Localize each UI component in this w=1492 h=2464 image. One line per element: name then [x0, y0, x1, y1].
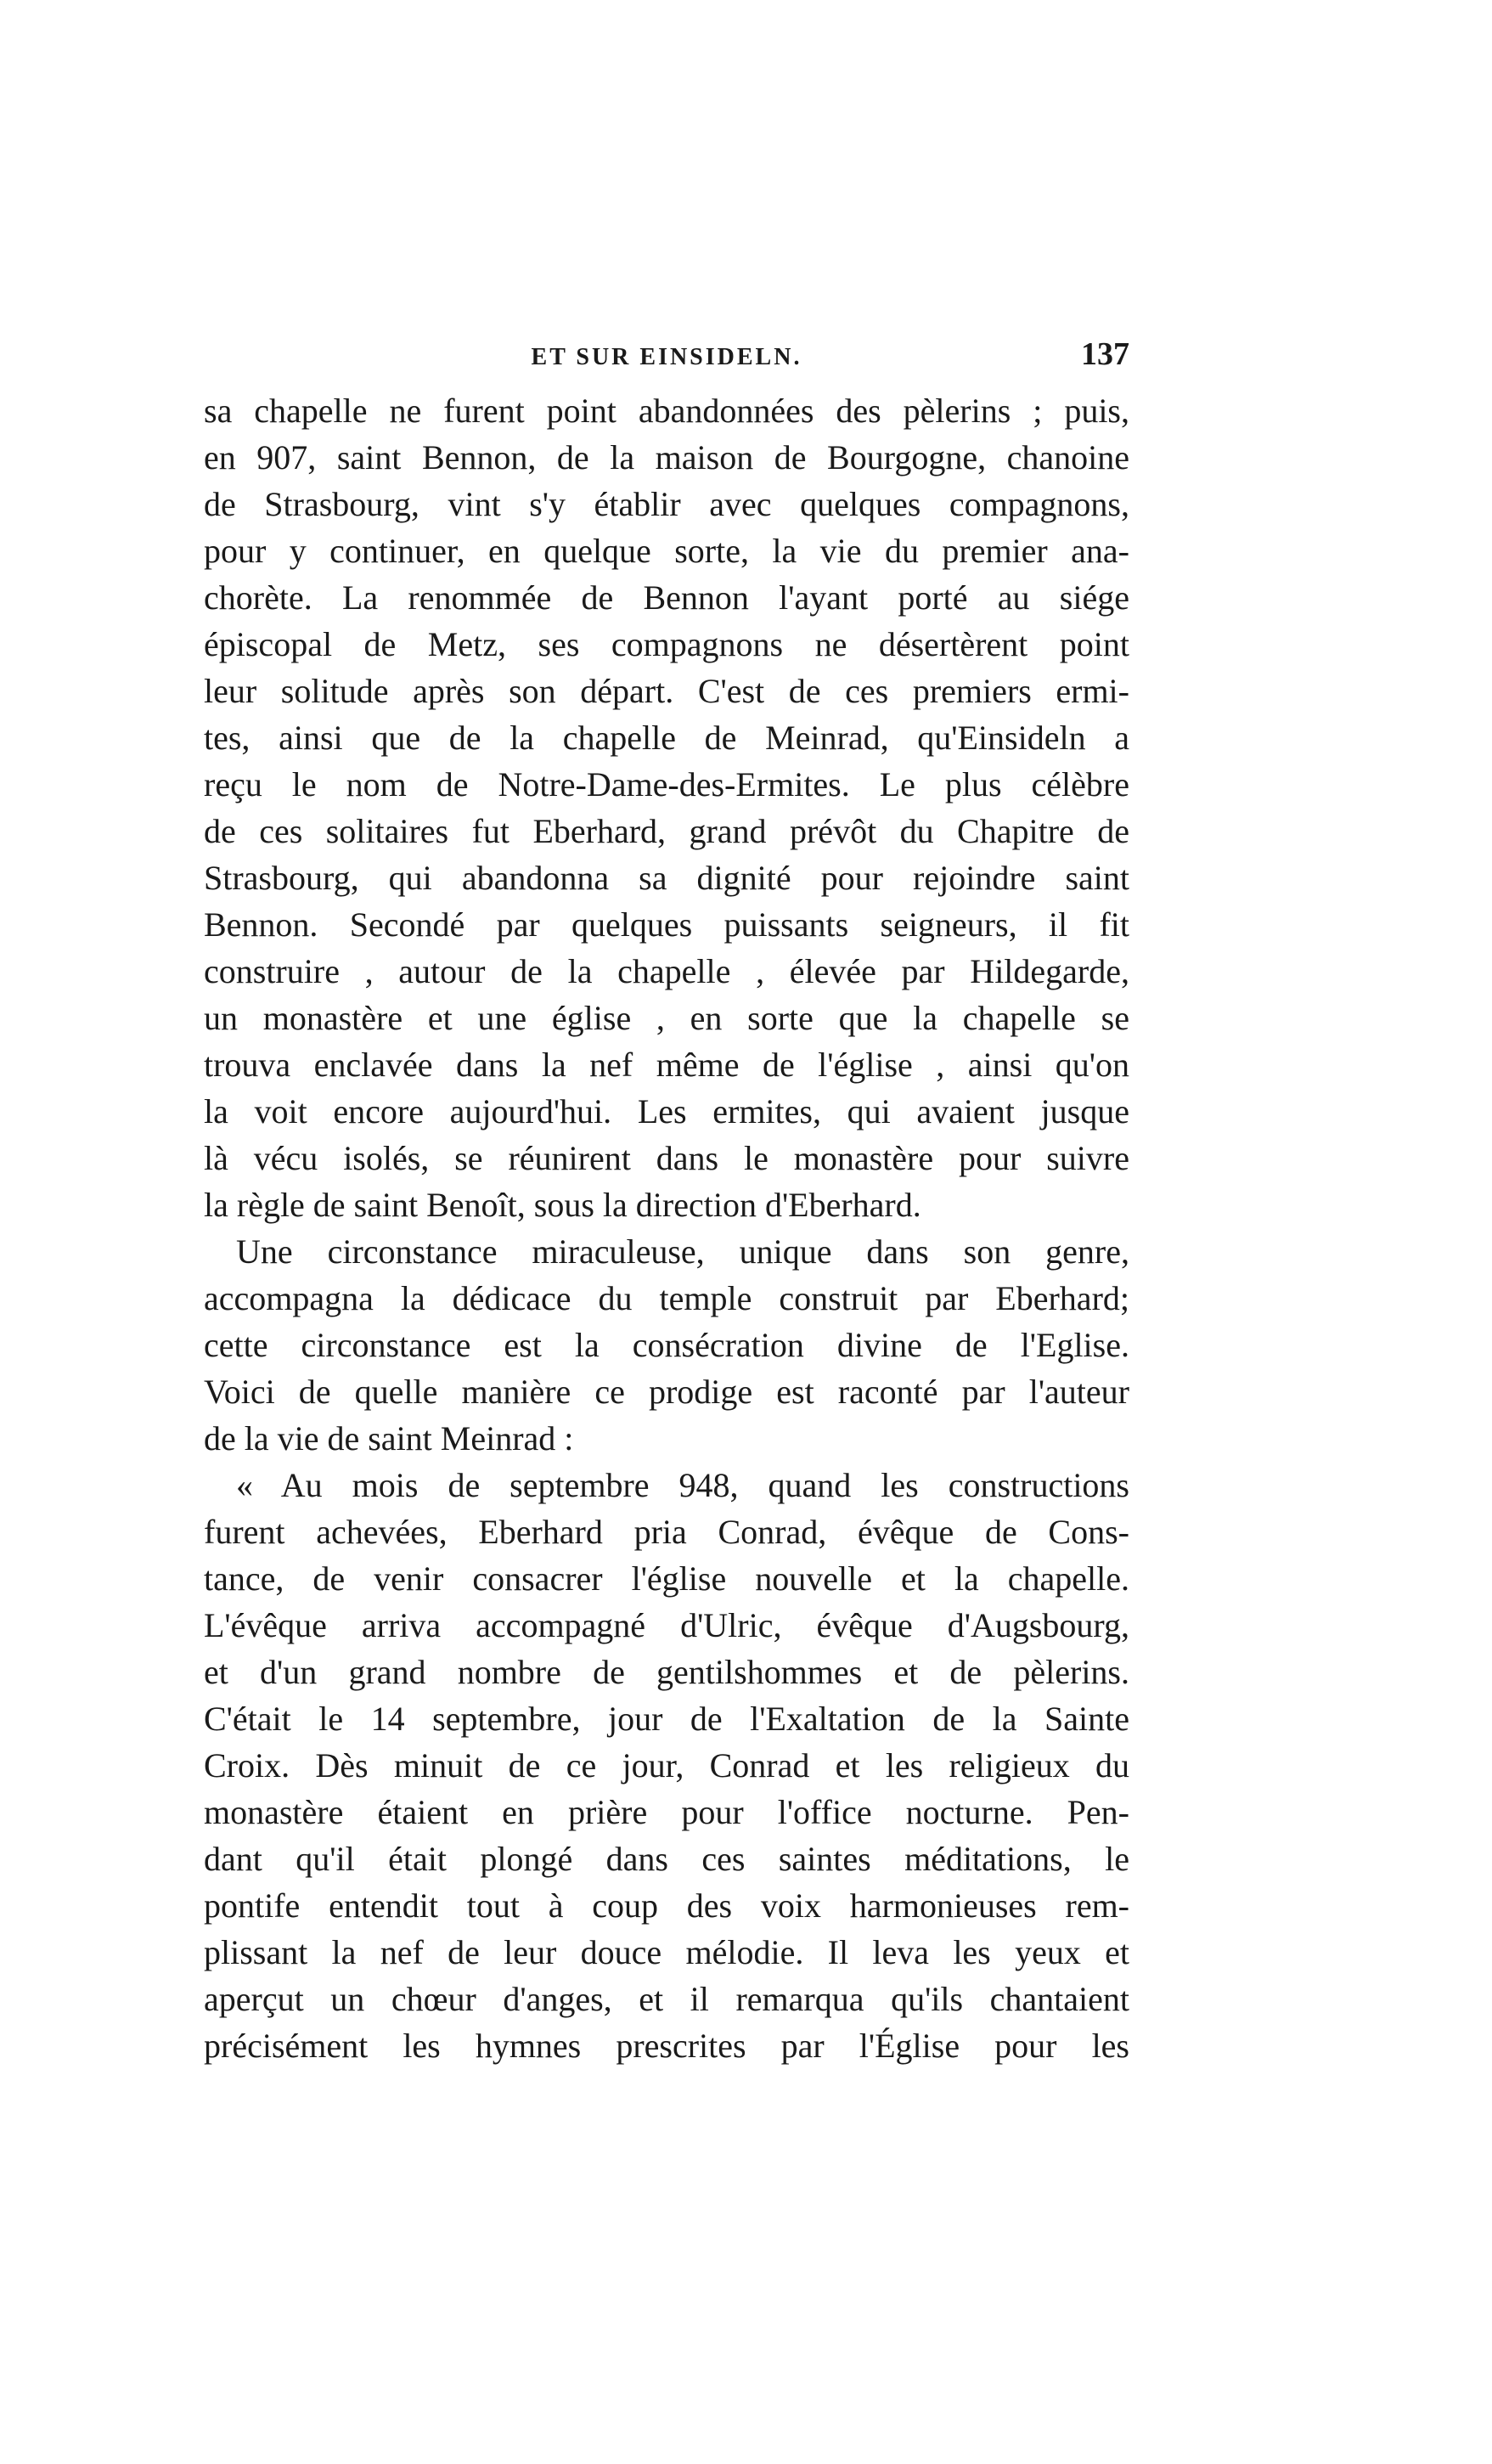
body-text	[204, 387, 1129, 2069]
text-line: et d'un grand nombre de gentilshommes et de pèlerins.	[204, 1653, 1129, 1691]
text-line: Voici de quelle manière ce prodige est raconté par l'auteur	[204, 1373, 1129, 1411]
text-line: la règle de saint Benoît, sous la direction d'Eberhard.	[204, 1186, 921, 1224]
text-line: L'évêque arriva accompagné d'Ulric, évêque d'Augsbourg,	[204, 1606, 1129, 1644]
text-line: en 907, saint Bennon, de la maison de Bourgogne, chanoine	[204, 438, 1129, 476]
text-line: de la vie de saint Meinrad :	[204, 1419, 574, 1458]
text-line: construire , autour de la chapelle , élevée par Hildegarde,	[204, 952, 1129, 990]
text-line: monastère étaient en prière pour l'office nocturne. Pen-	[204, 1793, 1129, 1831]
page-number: 137	[1081, 336, 1129, 372]
text-line: pontife entendit tout à coup des voix harmonieuses rem-	[204, 1886, 1129, 1925]
text-line: plissant la nef de leur douce mélodie. Il leva les yeux et	[204, 1933, 1129, 1971]
text-line: épiscopal de Metz, ses compagnons ne désertèrent point	[204, 625, 1129, 663]
text-line: chorète. La renommée de Bennon l'ayant porté au siége	[204, 578, 1129, 617]
text-line: C'était le 14 septembre, jour de l'Exaltation de la Sainte	[204, 1700, 1129, 1738]
text-line: reçu le nom de Notre-Dame-des-Ermites. Le plus célèbre	[204, 765, 1129, 803]
text-line: Croix. Dès minuit de ce jour, Conrad et les religieux du	[204, 1746, 1129, 1785]
text-line: là vécu isolés, se réunirent dans le monastère pour suivre	[204, 1139, 1129, 1177]
running-head	[204, 335, 1129, 378]
text-line: furent achevées, Eberhard pria Conrad, évêque de Cons-	[204, 1513, 1129, 1551]
text-line: un monastère et une église , en sorte que la chapelle se	[204, 999, 1129, 1037]
text-line: tance, de venir consacrer l'église nouvelle et la chapelle.	[204, 1559, 1129, 1598]
text-line: pour y continuer, en quelque sorte, la vie du premier ana-	[204, 532, 1129, 570]
text-line: précisément les hymnes prescrites par l'Église pour les	[204, 2027, 1129, 2065]
text-line: dant qu'il était plongé dans ces saintes méditations, le	[204, 1840, 1129, 1878]
running-title: ET SUR EINSIDELN.	[531, 344, 802, 370]
paragraph-first-line: Une circonstance miraculeuse, unique dans son genre,	[236, 1232, 1129, 1271]
text-line: trouva enclavée dans la nef même de l'église , ainsi qu'on	[204, 1046, 1129, 1084]
text-line: aperçut un chœur d'anges, et il remarqua qu'ils chantaient	[204, 1980, 1129, 2018]
text-line: leur solitude après son départ. C'est de ces premiers ermi-	[204, 672, 1129, 710]
text-line: la voit encore aujourd'hui. Les ermites, qui avaient jusque	[204, 1092, 1129, 1131]
text-line: de Strasbourg, vint s'y établir avec quelques compagnons,	[204, 485, 1129, 523]
paragraph-first-line: « Au mois de septembre 948, quand les constructions	[236, 1466, 1129, 1504]
text-line: cette circonstance est la consécration divine de l'Eglise.	[204, 1326, 1129, 1364]
text-line: tes, ainsi que de la chapelle de Meinrad, qu'Einsideln a	[204, 719, 1129, 757]
text-line: Bennon. Secondé par quelques puissants seigneurs, il fit	[204, 905, 1129, 944]
text-line: accompagna la dédicace du temple construit par Eberhard;	[204, 1279, 1129, 1317]
text-line: de ces solitaires fut Eberhard, grand prévôt du Chapitre de	[204, 812, 1129, 850]
text-line: Strasbourg, qui abandonna sa dignité pour rejoindre saint	[204, 859, 1129, 897]
text-line: sa chapelle ne furent point abandonnées des pèlerins ; puis,	[204, 392, 1129, 430]
